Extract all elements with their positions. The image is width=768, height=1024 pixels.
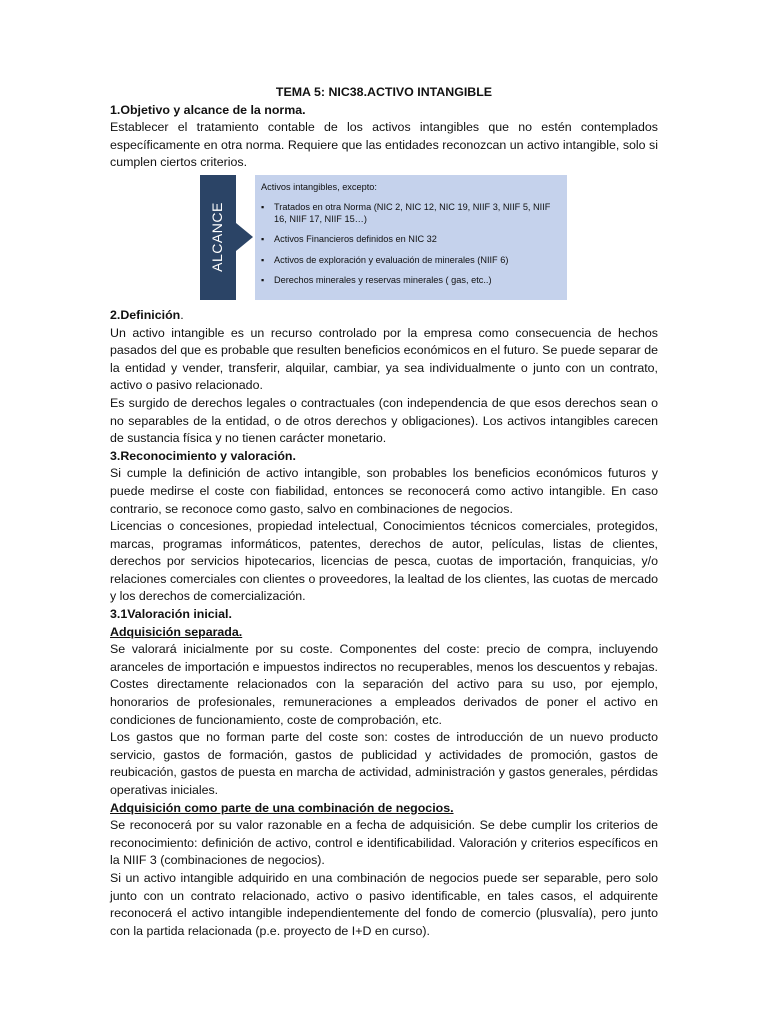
- scope-list-item: ▪ Tratados en otra Norma (NIC 2, NIC 12, NIC 19, NIIF 3, NIIF 5, NIIF 16, NIIF 17, NIIF 15…): [261, 202, 561, 225]
- scope-list-item: ▪ Activos de exploración y evaluación de minerales (NIIF 6): [261, 255, 561, 267]
- section-3-heading: 3.Reconocimiento y valoración.: [110, 448, 296, 463]
- subsection-business-combination-paragraph-1: Se reconocerá por su valor razonable en a fecha de adquisición. Se debe cumplir los criterios de reconocimiento: definición de activo, control e identificabilidad. Valoración y criterios específicos en la NIIF 3 (combinaciones de negocios).: [110, 818, 658, 868]
- scope-list-item: ▪ Derechos minerales y reservas minerales ( gas, etc..): [261, 275, 561, 287]
- scope-label-box: [200, 175, 236, 300]
- section-2-heading: 2.Definición: [110, 307, 181, 322]
- section-3-1-heading: 3.1Valoración inicial.: [110, 607, 232, 622]
- section-3-paragraph-2: Licencias o concesiones, propiedad intelectual, Conocimientos técnicos comerciales, protegidos, marcas, programas informáticos, patentes, derechos de autor, películas, listas de clientes, derechos por servicios hipotecarios, licencias de pesca, cuotas de importación, franquicias, y/o relaciones comerciales con clientes o proveedores, la lealtad de los clientes, las cuotas de mercado y los derechos de comercialización.: [110, 519, 658, 604]
- scope-list-item: ▪ Activos Financieros definidos en NIC 32: [261, 234, 561, 246]
- scope-list-lead: Activos intangibles, excepto:: [261, 181, 377, 192]
- document-title: TEMA 5: NIC38.ACTIVO INTANGIBLE: [275, 85, 493, 99]
- subsection-separate-acquisition-paragraph-1: Se valorará inicialmente por su coste. Componentes del coste: precio de compra, incluyendo aranceles de importación e impuestos indirectos no recuperables, menos los descuentos y rebajas. Costes directamente relacionados con la separación del activo para su uso, por ejemplo, honorarios de profesionales, remuneraciones a empleados derivados de poner el activo en condiciones de funcionamiento, coste de comprobación, etc.: [110, 642, 658, 727]
- arrow-right-icon: [236, 223, 253, 251]
- subsection-business-combination-heading: Adquisición como parte de una combinación de negocios.: [110, 800, 454, 815]
- document-page: [110, 84, 658, 940]
- section-2-heading-line: [110, 307, 658, 325]
- scope-label: ALCANCE: [209, 202, 226, 273]
- section-2-heading-period: .: [180, 307, 184, 322]
- section-1-heading: 1.Objetivo y alcance de la norma.: [110, 102, 306, 117]
- scope-list: [261, 202, 561, 287]
- scope-list-box: [255, 175, 567, 300]
- section-3-paragraph-1: Si cumple la definición de activo intangible, son probables los beneficios económicos futuros y puede medirse el coste con fiabilidad, entonces se reconocerá como activo intangible. En caso contrario, se reconoce como gasto, salvo en combinaciones de negocios.: [110, 466, 658, 516]
- subsection-separate-acquisition-heading: Adquisición separada.: [110, 624, 243, 639]
- scope-figure: [110, 175, 658, 303]
- section-2-paragraph-2: Es surgido de derechos legales o contractuales (con independencia de que esos derechos sean o no separables de la entidad, o de otros derechos y obligaciones). Los activos intangibles carecen de sustancia física y no tienen carácter monetario.: [110, 395, 658, 446]
- subsection-separate-acquisition-paragraph-2: Los gastos que no forman parte del coste son: costes de introducción de un nuevo producto servicio, gastos de formación, gastos de publicidad y actividades de promoción, gastos de reubicación, gastos de puesta en marcha de actividad, administración y gastos generales, pérdidas operativas iniciales.: [110, 730, 658, 797]
- subsection-business-combination-paragraph-2: Si un activo intangible adquirido en una combinación de negocios puede ser separable, pero solo junto con un contrato relacionado, activo o pasivo identificable, en tales casos, el adquirente reconocerá el activo intangible independientemente del fondo de comercio (plusvalía), pero junto con la partida relacionada (p.e. proyecto de I+D en curso).: [110, 870, 658, 938]
- section-2-paragraph-1: Un activo intangible es un recurso controlado por la empresa como consecuencia de hechos pasados del que es probable que resulten beneficios económicos en el futuro. Se puede separar de la entidad y vender, transferir, alquilar, cambiar, ya sea individualmente o junto con un contrato, activo o pasivo relacionado.: [110, 325, 658, 393]
- section-1-paragraph: Establecer el tratamiento contable de los activos intangibles que no estén contemplados específicamente en otra norma. Requiere que las entidades reconozcan un activo intangible, solo si cumplen ciertos criterios.: [110, 120, 658, 170]
